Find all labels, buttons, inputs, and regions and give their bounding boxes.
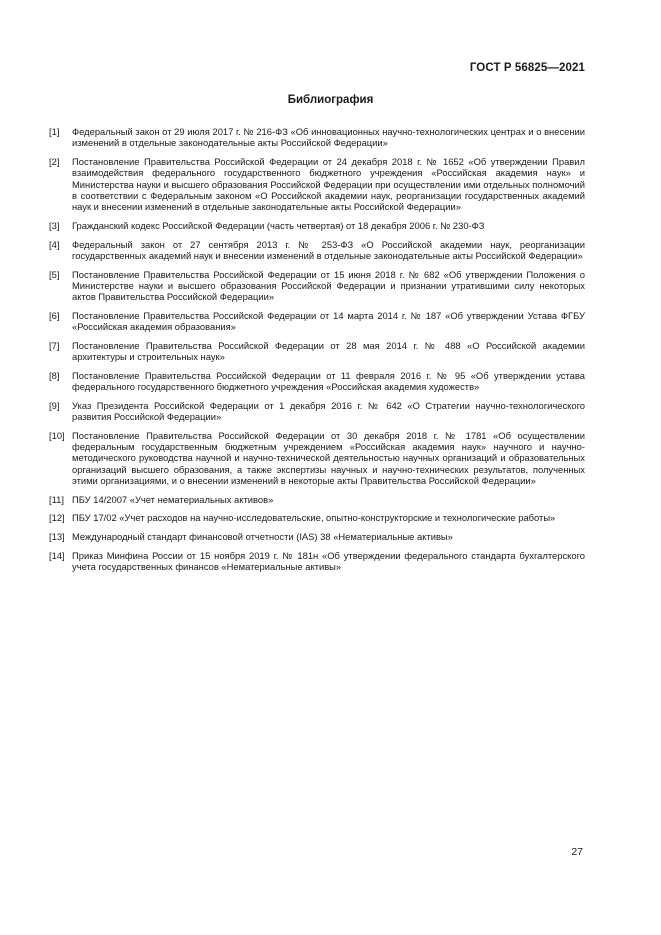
reference-text: Федеральный закон от 27 сентября 2013 г. № 253-ФЗ «О Российской академии наук, реорганизации государственных академий наук и внесении изменений в отдельные законодательные акты Российской Федерации» xyxy=(72,238,585,261)
list-item xyxy=(49,550,585,573)
reference-text: Постановление Правительства Российской Федерации от 30 декабря 2018 г. № 1781 «Об осуществлении федеральным государственным бюджетным учреждением «Российская академия наук» научного и научно-методического руководства научной и научно-технической деятельностью научных организаций и образовательных организаций высшего образования, а также экспертизы научных и научно-технических результатов, полученных этими организациями, и о внесении изменений в некоторые акты Правительства Российской Федерации» xyxy=(72,429,585,486)
reference-text: Постановление Правительства Российской Федерации от 14 марта 2014 г. № 187 «Об утверждении Устава ФГБУ «Российская академия образования» xyxy=(72,309,585,333)
reference-text: Указ Президента Российской Федерации от 1 декабря 2016 г. № 642 «О Стратегии научно-технологического развития Российской Федерации» xyxy=(72,399,585,423)
reference-number: [9] xyxy=(49,399,60,411)
list-item xyxy=(49,370,585,393)
list-item xyxy=(49,494,585,505)
reference-number: [12] xyxy=(49,512,65,524)
reference-number: [14] xyxy=(49,549,65,561)
list-item xyxy=(49,239,585,262)
reference-number: [11] xyxy=(49,493,64,505)
list-item xyxy=(49,512,585,523)
bibliography-list xyxy=(49,126,585,580)
reference-number: [5] xyxy=(49,268,60,280)
reference-number: [7] xyxy=(49,339,60,351)
list-item xyxy=(49,156,585,212)
list-item xyxy=(49,220,585,231)
list-item xyxy=(49,400,585,423)
reference-text: Постановление Правительства Российской Федерации от 11 февраля 2016 г. № 95 «Об утверждении устава федерального государственного бюджетного учреждения «Российская академия художеств» xyxy=(72,369,585,393)
document-code: ГОСТ Р 56825—2021 xyxy=(469,62,585,74)
reference-text: Постановление Правительства Российской Федерации от 15 июня 2018 г. № 682 «Об утверждении Положения о Министерстве науки и высшего образования Российской Федерации и признании утратившими силу некоторых актов Правительства Российской Федерации» xyxy=(72,268,585,303)
list-item xyxy=(49,430,585,486)
reference-number: [13] xyxy=(49,531,65,542)
list-item xyxy=(49,531,585,542)
list-item xyxy=(49,126,585,149)
page-number: 27 xyxy=(571,846,583,858)
reference-text: Постановление Правительства Российской Федерации от 28 мая 2014 г. № 488 «О Российской академии архитектуры и строительных наук» xyxy=(72,339,585,363)
reference-text: Международный стандарт финансовой отчетности (IAS) 38 «Нематериальные активы» xyxy=(72,531,453,542)
reference-text: Гражданский кодекс Российской Федерации (часть четвертая) от 18 декабря 2006 г. № 230-ФЗ xyxy=(72,219,485,231)
reference-number: [2] xyxy=(49,155,60,167)
reference-number: [3] xyxy=(49,219,60,231)
reference-text: Приказ Минфина России от 15 ноября 2019 г. № 181н «Об утверждении федерального стандарта бухгалтерского учета государственных финансов «Нематериальные активы» xyxy=(72,549,585,572)
list-item xyxy=(49,340,585,363)
list-item xyxy=(49,269,585,303)
reference-text: ПБУ 17/02 «Учет расходов на научно-исследовательские, опытно-конструкторские и технологические работы» xyxy=(72,512,556,524)
reference-number: [4] xyxy=(49,238,60,250)
list-item xyxy=(49,310,585,333)
page-title: Библиография xyxy=(287,94,374,106)
reference-number: [10] xyxy=(49,429,65,441)
reference-text: Постановление Правительства Российской Федерации от 24 декабря 2018 г. № 1652 «Об утверждении Правил взаимодействия федерального государственного бюджетного учреждения «Российская академия наук» и Министерства науки и высшего образования Российской Федерации при осуществлении ими отдельных полномочий в соответствии с Федеральным законом «О Российской академии наук, реорганизации государственных академий наук и внесении изменений в отдельные законодательные акты Российской Федерации» xyxy=(72,155,585,213)
reference-number: [8] xyxy=(49,369,60,381)
reference-text: ПБУ 14/2007 «Учет нематериальных активов» xyxy=(72,493,274,505)
reference-number: [6] xyxy=(49,309,60,321)
reference-text: Федеральный закон от 29 июля 2017 г. № 216-ФЗ «Об инновационных научно-технологических центрах и о внесении изменений в отдельные законодательные акты Российской Федерации» xyxy=(72,126,585,149)
reference-number: [1] xyxy=(49,126,60,137)
